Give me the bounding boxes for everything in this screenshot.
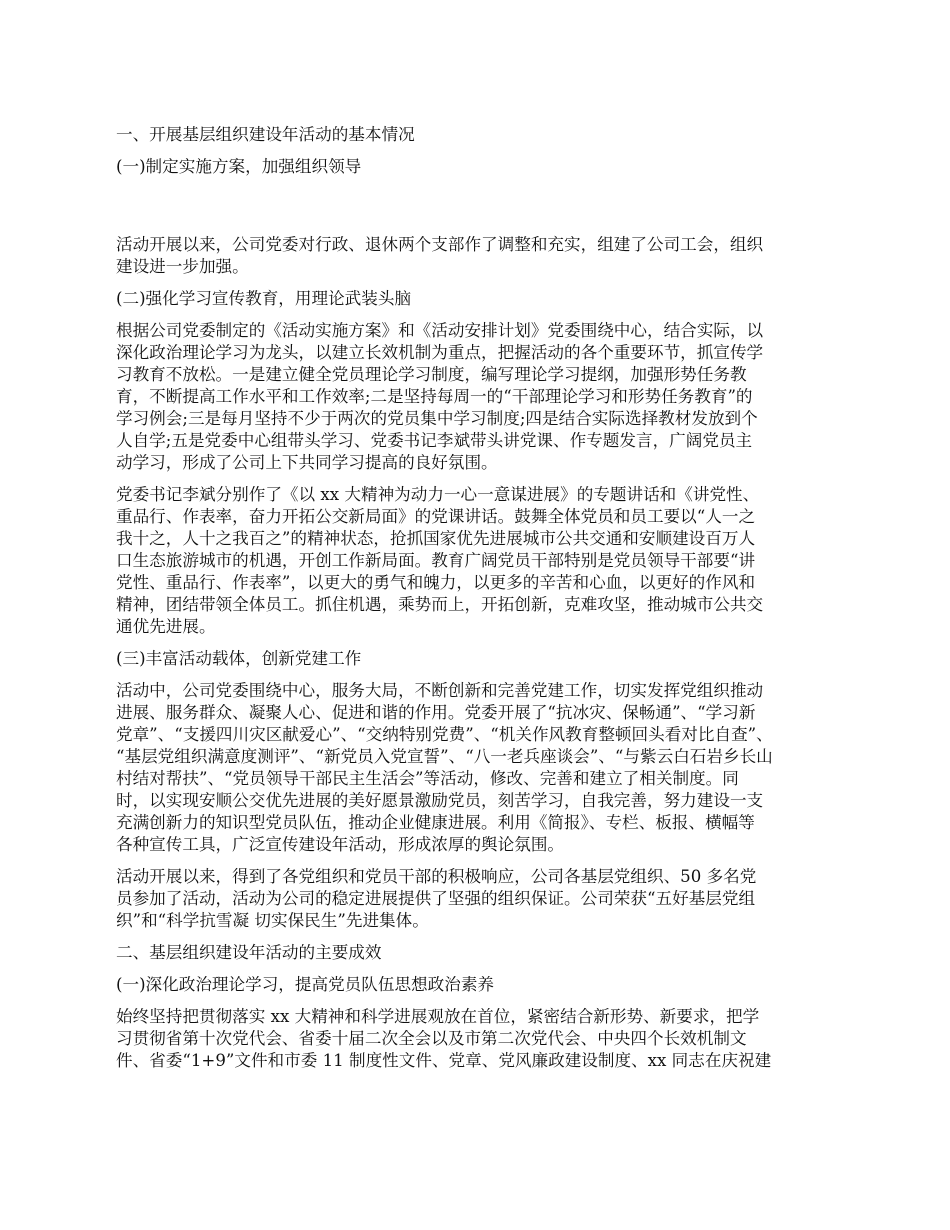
text-line: 织”和“科学抗雪凝 切实保民生”先进集体。 — [116, 911, 429, 930]
text-line: 始终坚持把贯彻落实 xx 大精神和科学进展观放在首位，紧密结合新形势、新要求，把学 — [116, 1007, 760, 1026]
text-line: 通优先进展。 — [116, 617, 216, 636]
text-line: 习贯彻省第十次党代会、省委十届二次全会以及市第二次党代会、中央四个长效机制文 — [116, 1029, 747, 1048]
text-line: 活动中，公司党委围绕中心，服务大局，不断创新和完善党建工作，切实发挥党组织推动 — [116, 681, 764, 700]
paragraph — [116, 234, 839, 278]
section-heading — [116, 974, 839, 996]
paragraph — [116, 484, 839, 638]
text-line: 育，不断提高工作水平和工作效率;二是坚持每周一的“干部理论学习和形势任务教育”的 — [116, 387, 753, 406]
text-line: (一)深化政治理论学习，提高党员队伍思想政治素养 — [116, 975, 495, 994]
text-line: “基层党组织满意度测评”、“新党员入党宣誓”、“八一老兵座谈会”、“与紫云白石岩乡长山 — [116, 747, 773, 766]
text-line: 精神，团结带领全体员工。抓住机遇，乘势而上，开拓创新，克难攻坚，推动城市公共交 — [116, 595, 764, 614]
text-line: 进展、服务群众、凝聚人心、促进和谐的作用。党委开展了“抗冰灾、保畅通”、“学习新 — [116, 703, 756, 722]
text-line: 活动开展以来，公司党委对行政、退休两个支部作了调整和充实，组建了公司工会，组织 — [116, 235, 764, 254]
text-line: 时，以实现安顺公交优先进展的美好愿景激励党员，刻苦学习，自我完善，努力建设一支 — [116, 791, 764, 810]
text-line: 人自学;五是党委中心组带头学习、党委书记李斌带头讲党课、作专题发言，广阔党员主 — [116, 431, 753, 450]
paragraph — [116, 320, 839, 474]
text-line: 各种宣传工具，广泛宣传建设年活动，形成浓厚的舆论氛围。 — [116, 835, 565, 854]
document-page — [116, 124, 839, 1082]
text-line: 口生态旅游城市的机遇，开创工作新局面。教育广阔党员干部特别是党员领导干部要“讲 — [116, 551, 756, 570]
text-line: 村结对帮扶”、“党员领导干部民主生活会”等活动，修改、完善和建立了相关制度。同 — [116, 769, 739, 788]
text-line: 活动开展以来，得到了各党组织和党员干部的积极响应，公司各基层党组织、50 多名党 — [116, 867, 757, 886]
text-line: (一)制定实施方案，加强组织领导 — [116, 157, 362, 176]
text-line: 充满创新力的知识型党员队伍，推动企业健康进展。利用《简报》、专栏、板报、横幅等 — [116, 813, 755, 832]
text-line: 二、基层组织建设年活动的主要成效 — [116, 943, 382, 962]
text-line: 件、省委“1+9”文件和市委 11 制度性文件、党章、党风廉政建设制度、xx 同志在庆祝建 — [116, 1051, 772, 1070]
text-line: 党委书记李斌分别作了《以 xx 大精神为动力一心一意谋进展》的专题讲话和《讲党性、 — [116, 485, 760, 504]
text-line: 建设进一步加强。 — [116, 257, 249, 276]
text-line: 习教育不放松。一是建立健全党员理论学习制度，编写理论学习提纲，加强形势任务教 — [116, 365, 747, 384]
text-line: 根据公司党委制定的《活动实施方案》和《活动安排计划》党委围绕中心，结合实际，以 — [116, 321, 764, 340]
text-line: 深化政治理论学习为龙头，以建立长效机制为重点，把握活动的各个重要环节，抓宣传学 — [116, 343, 764, 362]
text-line: (三)丰富活动载体，创新党建工作 — [116, 649, 362, 668]
section-heading — [116, 288, 839, 310]
section-heading — [116, 156, 839, 178]
section-heading — [116, 124, 839, 146]
text-line: 党章”、“支援四川灾区献爱心”、“交纳特别党费”、“机关作风教育整顿回头看对比自查”、 — [116, 725, 773, 744]
text-line: 重品行、作表率，奋力开拓公交新局面》的党课讲话。鼓舞全体党员和员工要以“人一之 — [116, 507, 756, 526]
text-line: 学习例会;三是每月坚持不少于两次的党员集中学习制度;四是结合实际选择教材发放到个 — [116, 409, 758, 428]
text-line: 一、开展基层组织建设年活动的基本情况 — [116, 125, 415, 144]
text-line: (二)强化学习宣传教育，用理论武装头脑 — [116, 289, 412, 308]
paragraph — [116, 680, 839, 856]
text-line: 党性、重品行、作表率”，以更大的勇气和魄力，以更多的辛苦和心血，以更好的作风和 — [116, 573, 756, 592]
paragraph — [116, 1006, 839, 1072]
text-line: 员参加了活动，活动为公司的稳定进展提供了坚强的组织保证。公司荣获“五好基层党组 — [116, 889, 756, 908]
paragraph — [116, 866, 839, 932]
text-line: 我十之，人十之我百之”的精神状态，抢抓国家优先进展城市公共交通和安顺建设百万人 — [116, 529, 756, 548]
section-heading — [116, 942, 839, 964]
section-heading — [116, 648, 839, 670]
text-line: 动学习，形成了公司上下共同学习提高的良好氛围。 — [116, 453, 498, 472]
